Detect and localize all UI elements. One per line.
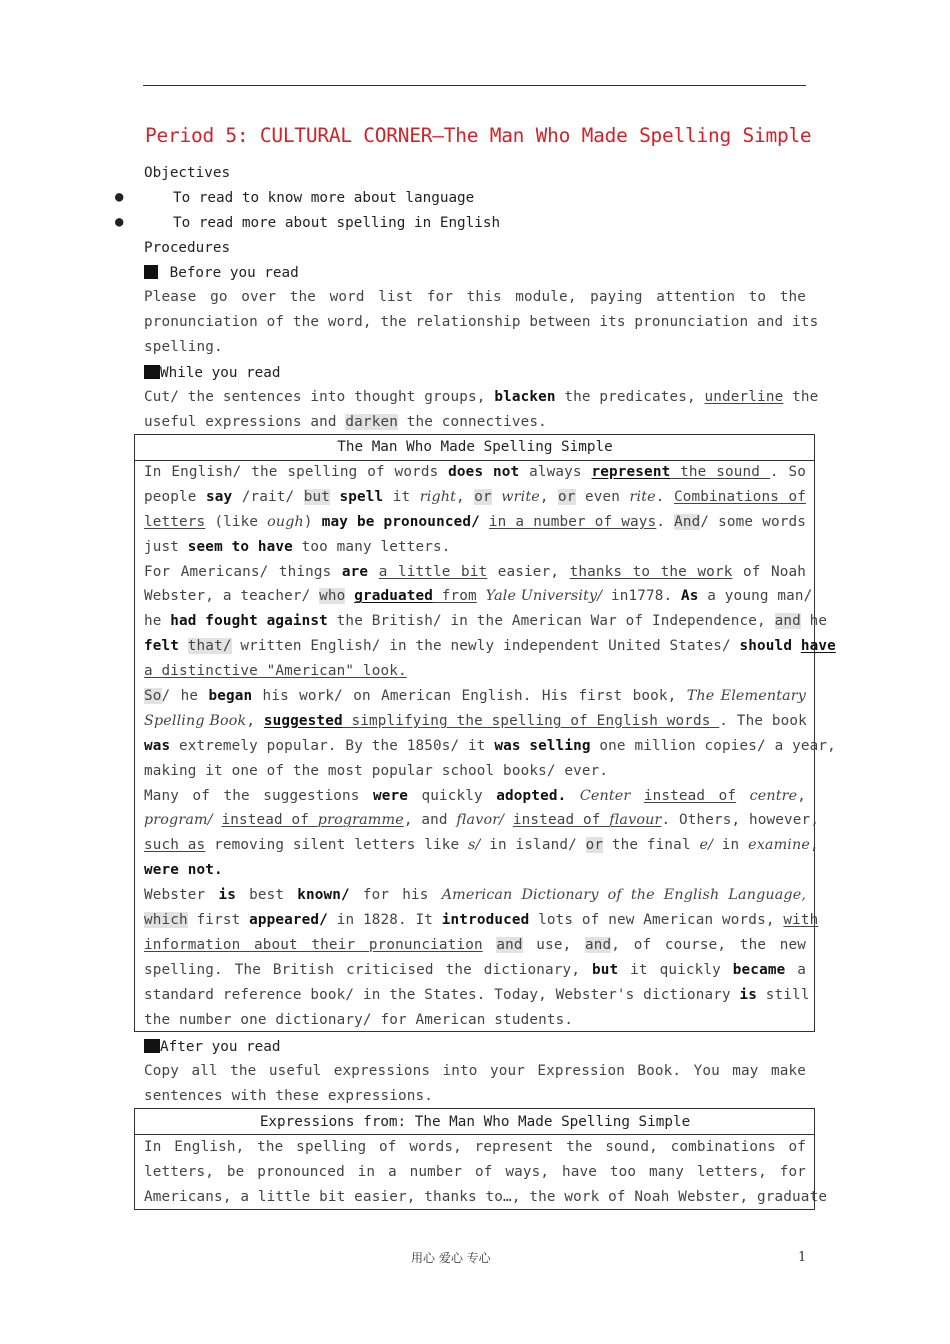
while-heading: While you read: [144, 364, 281, 382]
header-rule: [143, 85, 806, 86]
objectives-heading: Objectives: [144, 165, 231, 181]
before-heading: Before you read: [144, 264, 299, 282]
reading-box-title: The Man Who Made Spelling Simple: [337, 439, 613, 455]
after-heading: After you read: [144, 1038, 281, 1056]
footer-motto: 用心 爱心 专心: [411, 1251, 491, 1265]
before-paragraph: Please go over the word list for this module, paying attention to the pronunciation of the word, the relationship between its pronunciation and its spelling.: [144, 289, 819, 355]
page-number: 1: [798, 1250, 807, 1265]
square-bullet-icon: [144, 1039, 160, 1053]
square-bullet-icon: [144, 265, 158, 279]
expressions-list: In English, the spelling of words, represent the sound, combinations of letters, be pronounced in a number of ways, have too many letters, for Americans, a little bit easier, thanks to…, the work of Noah Webster, graduate: [144, 1139, 828, 1205]
expressions-box-title: Expressions from: The Man Who Made Spelling Simple: [259, 1114, 691, 1130]
reading-passage: In English/ the spelling of words does not always represent the sound . So people say /rait/ but spell it right, or write, or even rite. Combinations of letters (like ough) may be pronounced/ in a number of ways. And/ some words just seem to have too many letters. For Americans/ things are a little bit easier, thanks to the work of Noah Webster, a teacher/ who graduated from Yale University/ in1778. As a young man/ he had fought against the British/ in the American War of Independence, and he felt that/ written English/ in the newly independent United States/ should have a distinctive "American" look. So/ he began his work/ on American English. His first book, The Elementary Spelling Book, suggested simplifying the spelling of English words . The book was extremely popular. By the 1850s/ it was selling one million copies/ a year, making it one of the most popular school books/ ever. Many of the suggestions were quickly adopted. Center instead of centre, program/ instead of programme, and flavor/ instead of flavour. Others, however, such as removing silent letters like s/ in island/ or the final e/ in examine, were not. Webster is best known/ for his American Dictionary of the English Language, which first appeared/ in 1828. It introduced lots of new American words, with information about their pronunciation and use, and, of course, the new spelling. The British criticised the dictionary, but it quickly became a standard reference book/ in the States. Today, Webster's dictionary is still the number one dictionary/ for American students.: [144, 464, 836, 1028]
page-title: Period 5: CULTURAL CORNER—The Man Who Made Spelling Simple: [145, 124, 812, 147]
objective-item: To read to know more about language: [173, 190, 475, 206]
objective-item: To read more about spelling in English: [173, 215, 501, 231]
square-bullet-icon: [144, 365, 160, 379]
after-paragraph: Copy all the useful expressions into your Expression Book. You may make sentences with these expressions.: [144, 1063, 806, 1104]
while-paragraph: Cut/ the sentences into thought groups, blacken the predicates, underline the useful expressions and darken the connectives.: [144, 389, 819, 430]
bullet-icon: ●: [115, 189, 124, 205]
procedures-heading: Procedures: [144, 240, 231, 256]
bullet-icon: ●: [115, 214, 124, 230]
